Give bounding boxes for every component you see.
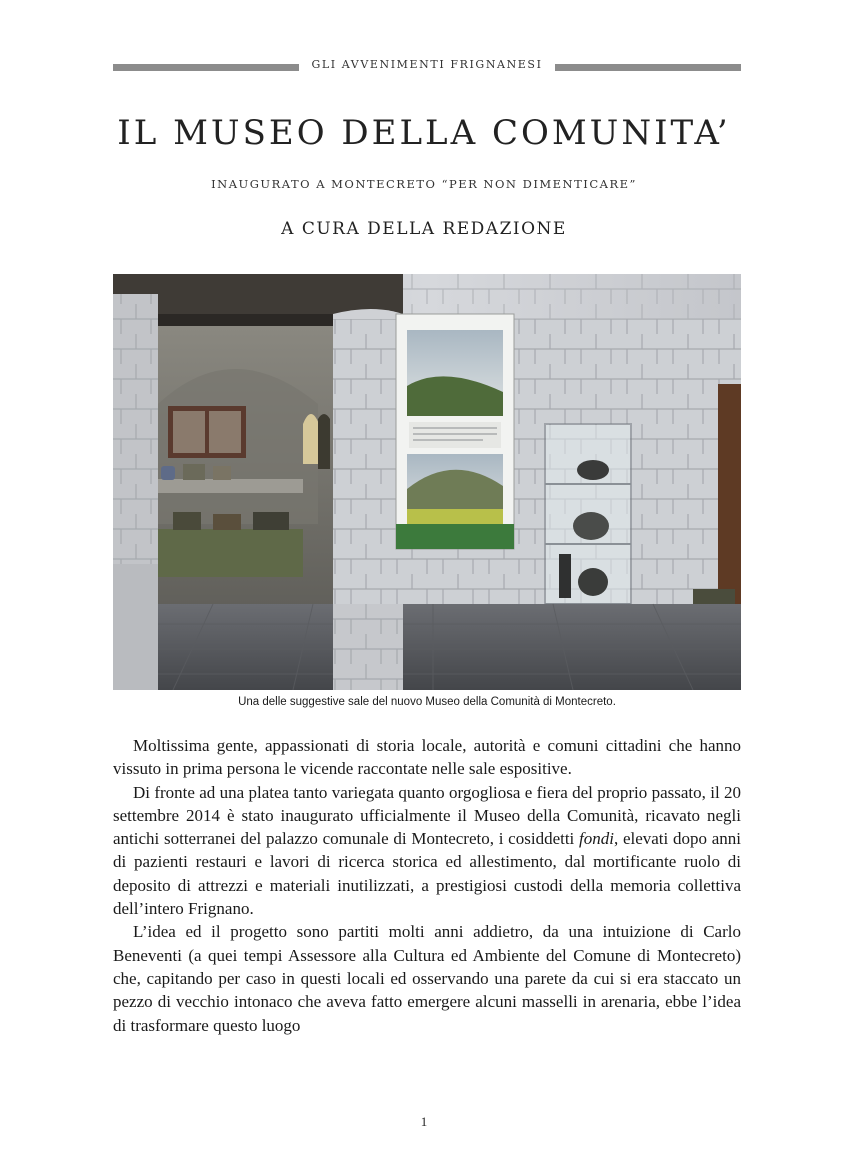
article-title: IL MUSEO DELLA COMUNITA’ xyxy=(117,113,731,153)
running-header xyxy=(113,58,741,76)
museum-room-photo xyxy=(113,274,741,690)
paragraph xyxy=(113,781,741,921)
paragraph-segment: Di fronte ad una platea tanto variegata quanto orgogliosa e fiera del proprio passato, il 20 settembre 2014 è stato inaugurato ufficialmente il Museo della Comunità, ricavato negli antichi sotterranei del palazzo comunale di Montecreto, i cosiddetti xyxy=(113,782,741,849)
article-body xyxy=(113,734,741,1037)
article-subtitle: INAUGURATO A MONTECRETO “PER NON DIMENTICARE” xyxy=(211,177,637,191)
paragraph-segment: , elevati dopo anni di pazienti restauri e lavori di ricerca storica ed allestimento, dal mortificante ruolo di deposito di attrezzi e materiali inutilizzati, a prestigiosi custodi della memoria collettiva dell’intero Frignano. xyxy=(113,829,741,919)
header-rule-right xyxy=(555,64,741,71)
section-title: GLI AVVENIMENTI FRIGNANESI xyxy=(311,58,543,71)
photo-caption: Una delle suggestive sale del nuovo Museo della Comunità di Montecreto. xyxy=(238,696,616,708)
page-number: 1 xyxy=(420,1114,428,1129)
header-rule-left xyxy=(113,64,299,71)
article-byline: A CURA DELLA REDAZIONE xyxy=(281,219,567,239)
emphasis-term: fondi xyxy=(579,829,614,849)
paragraph: L’idea ed il progetto sono partiti molti anni addietro, da una intuizione di Carlo Beneventi (a quei tempi Assessore alla Cultura ed Ambiente del Comune di Montecreto) che, capitando per caso in questi locali ed osservando una parete da cui si era staccato un pezzo di vecchio intonaco che aveva fatto emergere alcuni masselli in arenaria, ebbe l’idea di trasformare questo luogo xyxy=(113,922,741,1035)
paragraph: Moltissima gente, appassionati di storia locale, autorità e comuni cittadini che hanno vissuto in prima persona le vicende raccontate nelle sale espositive. xyxy=(113,736,741,779)
